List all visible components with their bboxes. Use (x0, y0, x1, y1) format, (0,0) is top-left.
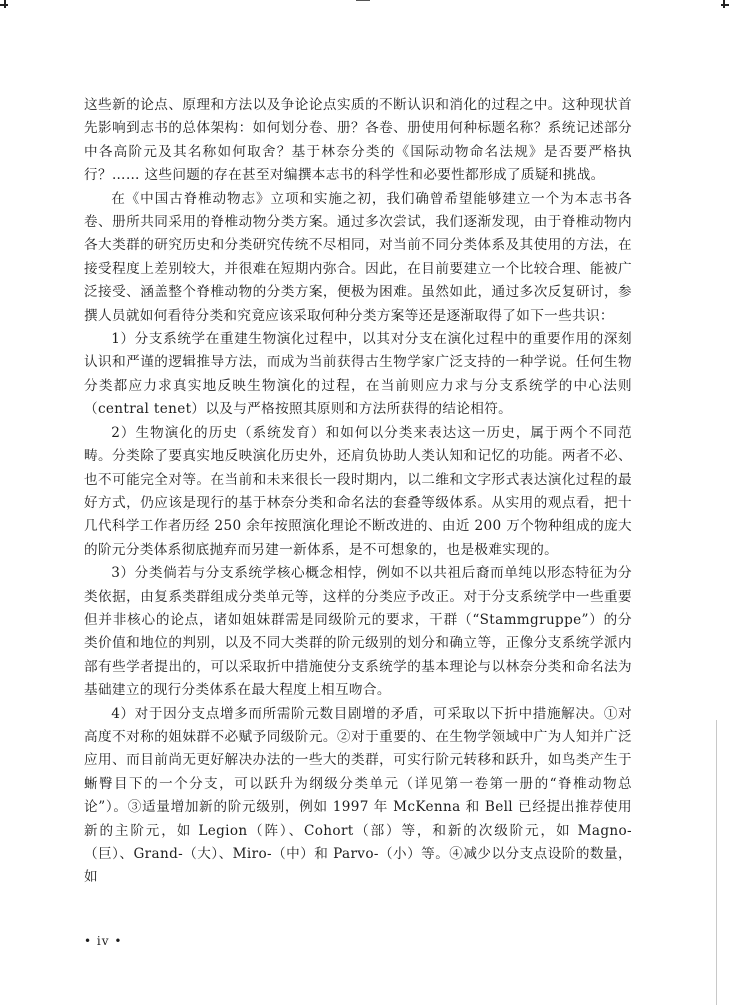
paragraph: 2）生物演化的历史（系统发育）和如何以分类来表达这一历史，属于两个不同范畴。分类除了要真实地反映演化历史外，还肩负协助人类认知和记忆的功能。两者不必、也不可能完全对等。在当前和未来很长一段时期内，以二维和文字形式表达演化过程的最好方式，仍应该是现行的基于林奈分类和命名法的套叠等级体系。从实用的观点看，把十几代科学工作者历经 250 余年按照演化理论不断改进的、由近 200 万个物种组成的庞大的阶元分类体系彻底抛弃而另建一新体系，是不可想象的，也是极难实现的。 (84, 424, 632, 558)
paragraph: 这些新的论点、原理和方法以及争论论点实质的不断认识和消化的过程之中。这种现状首先影响到志书的总体架构：如何划分卷、册？各卷、册使用何种标题名称？系统记述部分中各高阶元及其名称如何取舍？基于林奈分类的《国际动物命名法规》是否要严格执行？…… 这些问题的存在甚至对编撰本志书的科学性和必要性都形成了质疑和挑战。 (84, 97, 632, 184)
paragraph: 3）分类倘若与分支系统学核心概念相悖，例如不以共祖后裔而单纯以形态特征为分类依据，由复系类群组成分类单元等，这样的分类应予改正。对于分支系统学中一些重要但并非核心的论点，诸如姐妹群需是同级阶元的要求，干群（“Stammgruppe”）的分类价值和地位的判别，以及不同大类群的阶元级别的划分和确立等，正像分支系统学派内部有些学者提出的，可以采取折中措施使分支系统学的基本理论与以林奈分类和命名法为基础建立的现行分类体系在最大程度上相互吻合。 (84, 565, 632, 699)
crop-mark-top-right (723, 0, 725, 8)
paragraph: 在《中国古脊椎动物志》立项和实施之初，我们确曾希望能够建立一个为本志书各卷、册所共同采用的脊椎动物分类方案。通过多次尝试，我们逐渐发现，由于脊椎动物内各大类群的研究历史和分类研究传统不尽相同，对当前不同分类体系及其使用的方法，在接受程度上差别较大，并很难在短期内弥合。因此，在目前要建立一个比较合理、能被广泛接受、涵盖整个脊椎动物的分类方案，便极为困难。虽然如此，通过多次反复研讨，参撰人员就如何看待分类和究竟应该采取何种分类方案等还是逐渐取得了如下一些共识： (84, 190, 632, 324)
page-number: • iv • (84, 934, 123, 948)
page-body (84, 94, 632, 890)
top-center-mark (356, 0, 370, 1)
paragraph: 4）对于因分支点增多而所需阶元数目剧增的矛盾，可采取以下折中措施解决。①对高度不对称的姐妹群不必赋予同级阶元。②对于重要的、在生物学领域中广为人知并广泛应用、而目前尚无更好解决办法的一些大的类群，可实行阶元转移和跃升，如鸟类产生于蜥臀目下的一个分支，可以跃升为纲级分类单元（详见第一卷第一册的“脊椎动物总论”）。③适量增加新的阶元级别，例如 1997 年 McKenna 和 Bell 已经提出推荐使用新的主阶元，如 Legion（阵）、Cohort（部）等，和新的次级阶元，如 Magno-（巨）、Grand-（大）、Miro-（中）和 Parvo-（小）等。④减少以分支点设阶的数量，如 (84, 705, 632, 886)
page-edge-line (716, 720, 717, 1005)
crop-mark-top-left (4, 0, 6, 8)
paragraph: 1）分支系统学在重建生物演化过程中，以其对分支在演化过程中的重要作用的深刻认识和严谨的逻辑推导方法，而成为当前获得古生物学家广泛支持的一种学说。任何生物分类都应力求真实地反映生物演化的过程，在当前则应力求与分支系统学的中心法则（central tenet）以及与严格按照其原则和方法所获得的结论相符。 (84, 331, 632, 418)
